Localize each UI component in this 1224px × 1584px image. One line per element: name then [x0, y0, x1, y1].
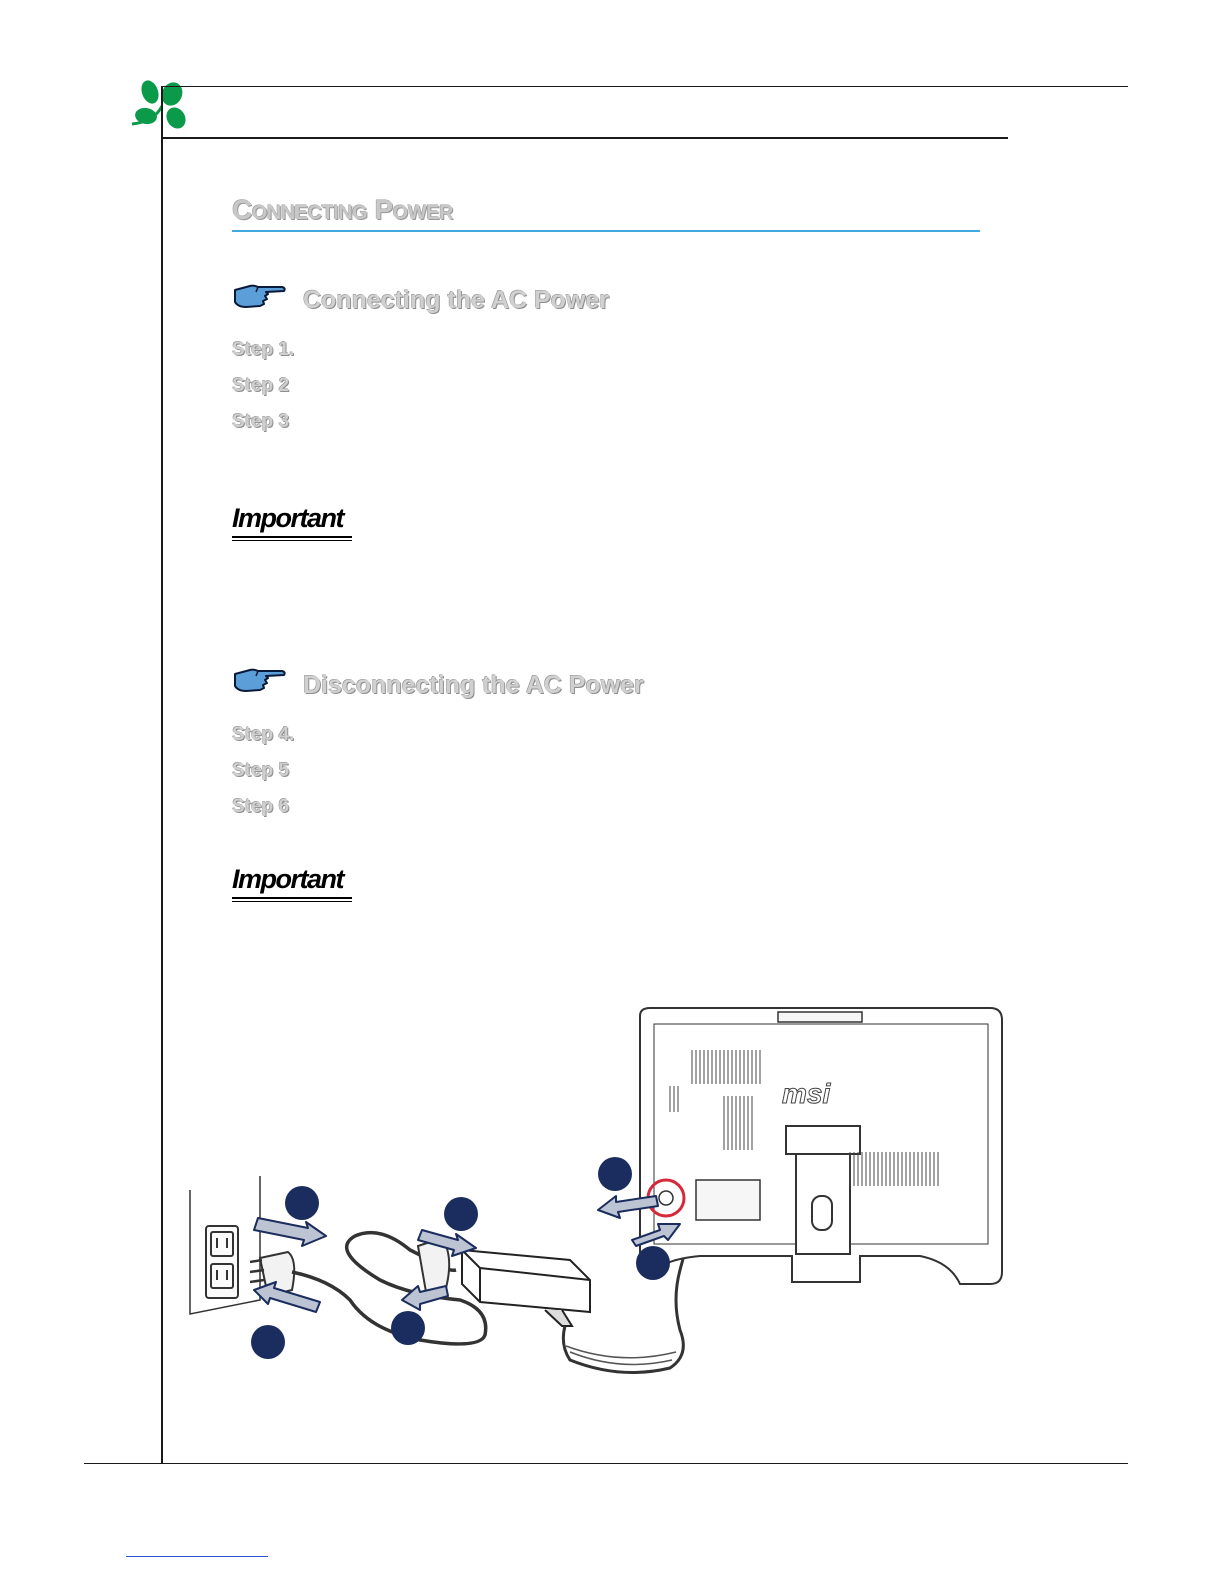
step-3-label: Step 3 [232, 411, 290, 432]
step-6-label: Step 6 [232, 796, 290, 817]
step-4-label: Step 4. [232, 724, 295, 745]
wall-outlet-icon [190, 1176, 260, 1314]
important-label: Important [232, 503, 343, 533]
section-title-underline [232, 230, 980, 232]
important-label: Important [232, 864, 343, 894]
footer-rule [84, 1463, 1128, 1464]
disconnect-ac-power-heading: Disconnecting the AC Power [303, 671, 644, 699]
msi-logo-icon: msi [782, 1078, 831, 1109]
pointing-hand-icon [232, 281, 288, 311]
important-underline [232, 540, 352, 541]
step-5-label: Step 5 [232, 760, 290, 781]
section-title: Connecting Power [232, 194, 453, 225]
all-in-one-pc-icon [640, 1008, 1002, 1284]
pointing-hand-icon [232, 665, 288, 695]
step-2-label: Step 2 [232, 375, 290, 396]
connect-ac-power-heading: Connecting the AC Power [303, 286, 610, 314]
important-underline [232, 901, 352, 902]
header-bottom-rule [162, 137, 1008, 139]
step-1-label: Step 1. [232, 339, 295, 360]
important-underline [232, 897, 352, 899]
important-underline [232, 536, 352, 538]
header-top-rule [162, 86, 1128, 87]
footer-link-underline [126, 1556, 268, 1557]
power-connection-diagram [180, 1000, 1010, 1380]
margin-vertical-rule [161, 86, 163, 1464]
step-badge-icon [251, 1157, 670, 1359]
